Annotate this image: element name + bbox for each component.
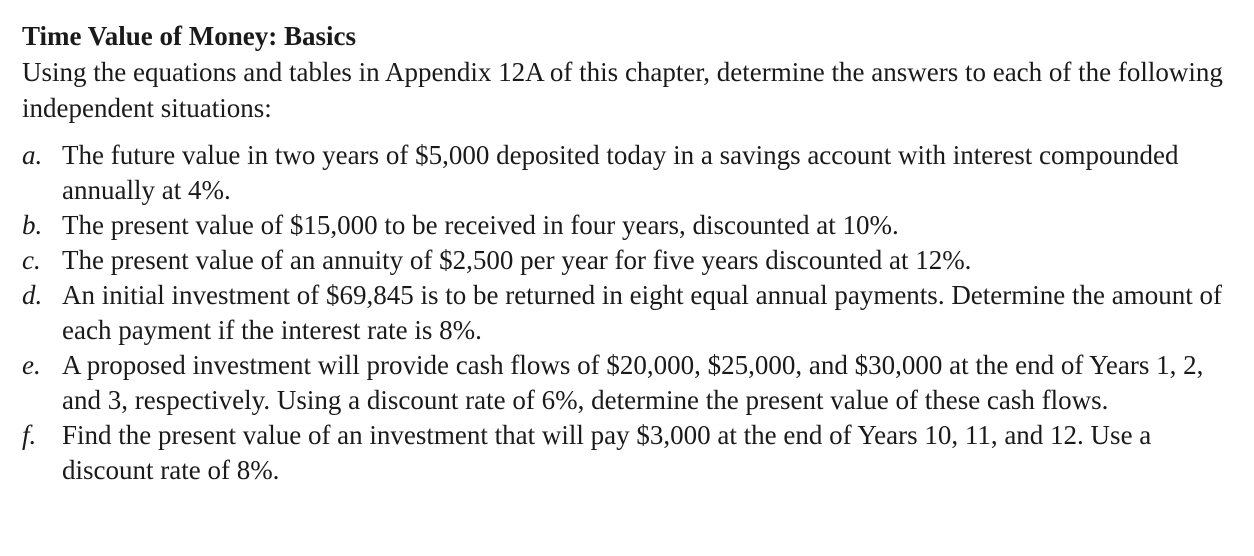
item-letter: a. [22,140,43,170]
question-item-a [22,138,1232,208]
item-letter: c. [22,245,41,275]
question-item-b [22,208,1232,243]
item-letter: b. [22,210,43,240]
item-letter: f. [22,420,37,450]
question-list [22,138,1232,488]
item-text: The present value of an annuity of $2,500 per year for five years discounted at 12%. [62,245,972,275]
item-letter: d. [22,280,43,310]
item-text: The present value of $15,000 to be received in four years, discounted at 10%. [62,210,899,240]
item-text: The future value in two years of $5,000 deposited today in a savings account with interest compounded annually at 4%. [62,140,1179,205]
question-item-c [22,243,1232,278]
item-text: An initial investment of $69,845 is to be returned in eight equal annual payments. Determine the amount of each payment if the interest rate is 8%. [62,280,1222,345]
item-letter: e. [22,350,41,380]
intro-paragraph: Using the equations and tables in Appendix 12A of this chapter, determine the answers to each of the following independent situations: [22,57,1223,123]
question-item-e [22,348,1232,418]
question-item-d [22,278,1232,348]
item-text: Find the present value of an investment that will pay $3,000 at the end of Years 10, 11, and 12. Use a discount rate of 8%. [62,420,1152,485]
item-text: A proposed investment will provide cash flows of $20,000, $25,000, and $30,000 at the end of Years 1, 2, and 3, respectively. Using a discount rate of 6%, determine the present value of these cash flows. [62,350,1204,415]
question-item-f [22,418,1232,488]
page-title: Time Value of Money: Basics [22,21,357,51]
